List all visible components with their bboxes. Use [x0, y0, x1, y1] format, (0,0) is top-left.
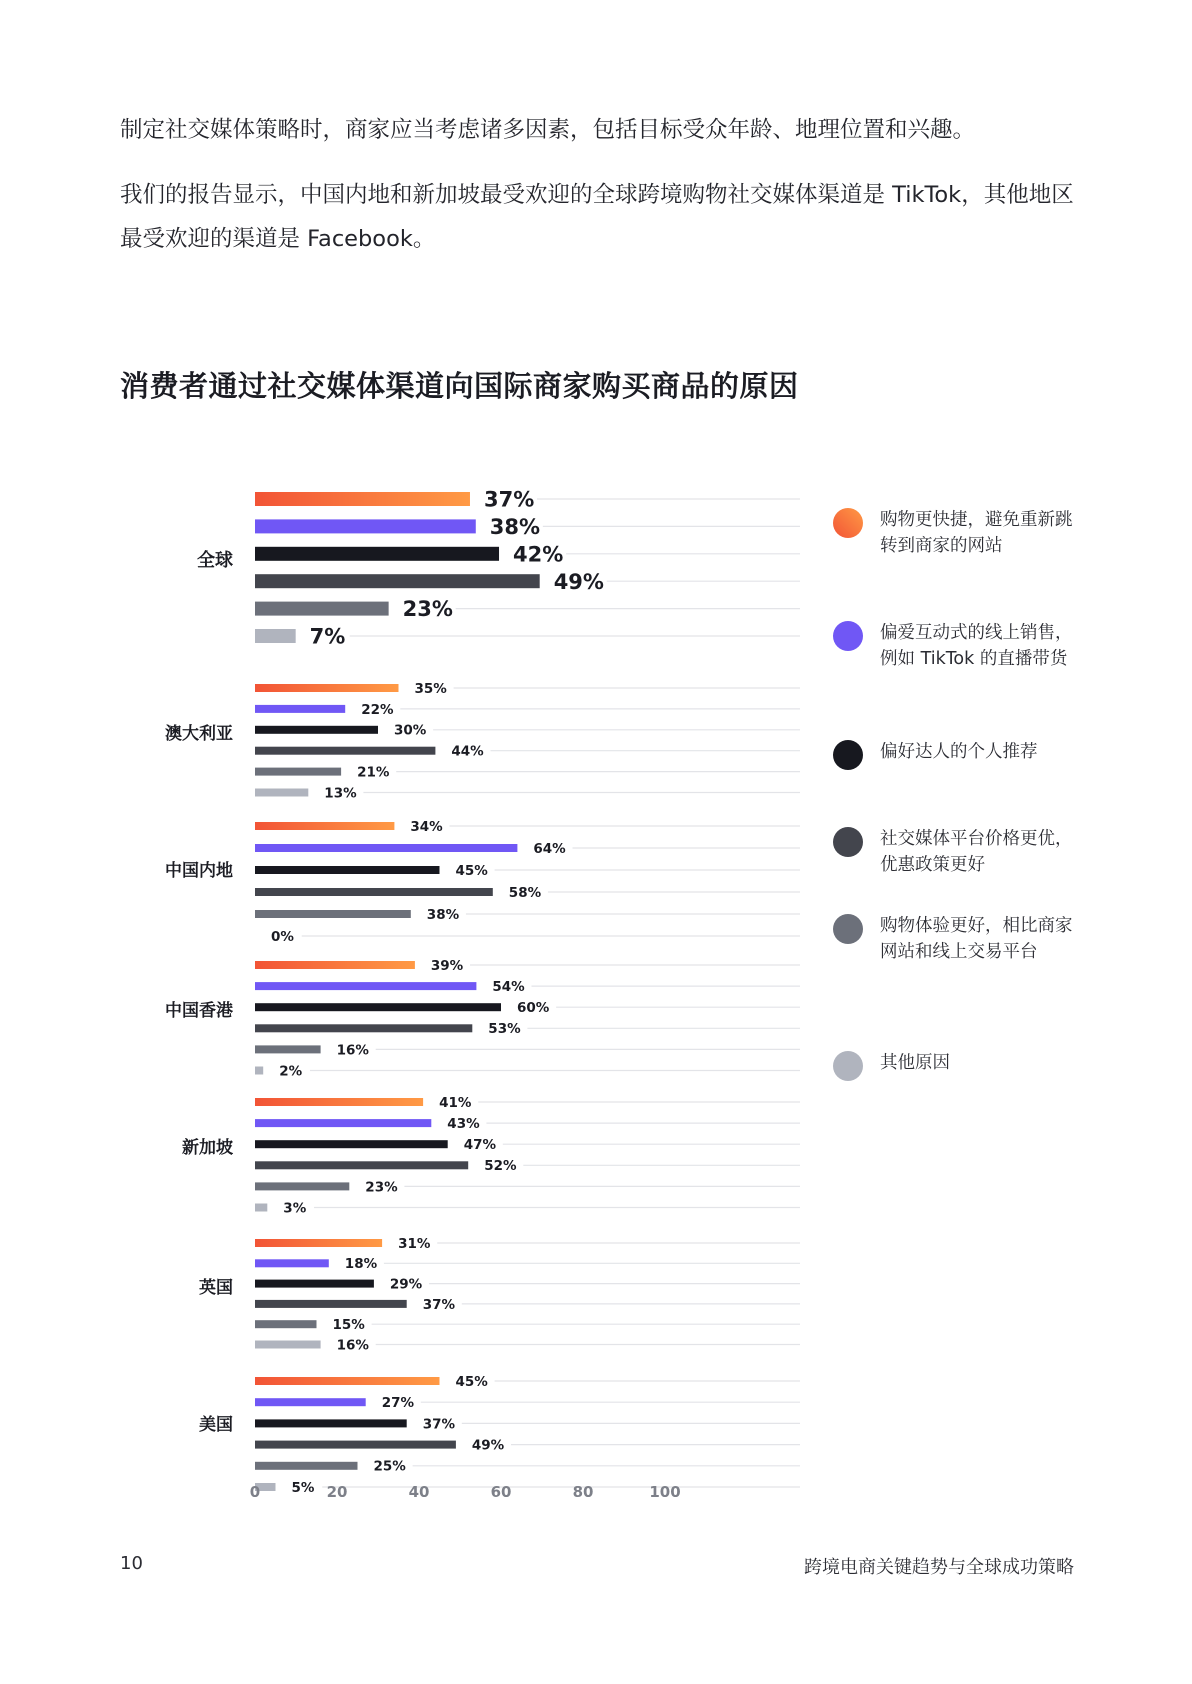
legend-dot-black — [833, 740, 863, 770]
document-title: 跨境电商关键趋势与全球成功策略 — [804, 1557, 1074, 1578]
bar-influencer — [255, 547, 499, 561]
bar-value-label: 29% — [389, 1276, 423, 1293]
x-tick-label: 100 — [649, 1483, 681, 1501]
legend-dot-dark-gray — [833, 827, 863, 857]
bar-faster — [255, 961, 415, 969]
bar-value-label: 22% — [361, 701, 394, 718]
legend-item-influencer — [833, 739, 1093, 770]
legend-label: 其他原因 — [880, 1053, 950, 1073]
bar-price — [255, 888, 493, 896]
bar-value-label: 64% — [533, 840, 566, 857]
bar-value-label: 16% — [336, 1042, 369, 1059]
bar-value-label: 15% — [332, 1317, 365, 1334]
legend-label: 购物更快捷，避免重新跳 转到商家的网站 — [880, 510, 1073, 556]
bar-value-label: 44% — [451, 743, 484, 760]
bar-value-label: 23% — [365, 1179, 398, 1196]
bar-value-label: 16% — [336, 1337, 369, 1354]
legend-label: 偏好达人的个人推荐 — [880, 742, 1038, 762]
bar-value-label: 49% — [553, 569, 604, 594]
bar-influencer — [255, 1280, 374, 1288]
bar-value-label: 37% — [422, 1296, 456, 1313]
category-label: 全球 — [197, 550, 233, 571]
legend-dot-purple — [833, 621, 863, 651]
bar-experience — [255, 768, 341, 776]
x-tick-label: 80 — [572, 1483, 594, 1501]
bar-interactive — [255, 844, 517, 852]
bar-value-label: 27% — [381, 1395, 415, 1412]
category-label: 澳大利亚 — [165, 724, 233, 744]
bar-value-label: 23% — [402, 597, 453, 622]
bar-experience — [255, 1045, 321, 1053]
bar-other — [255, 1067, 263, 1075]
legend-item-better-experience — [833, 913, 1093, 965]
bar-value-label: 21% — [357, 764, 390, 781]
bar-interactive — [255, 1259, 329, 1267]
legend-dot-light-gray — [833, 1051, 863, 1081]
bar-value-label: 30% — [394, 722, 427, 739]
bar-price — [255, 747, 435, 755]
legend-item-faster-shopping — [833, 507, 1093, 559]
bar-value-label: 31% — [398, 1235, 431, 1252]
bar-value-label: 52% — [484, 1158, 517, 1175]
bar-value-label: 5% — [291, 1479, 315, 1496]
bar-influencer — [255, 1140, 448, 1148]
bar-value-label: 47% — [463, 1137, 497, 1154]
legend-dot-orange — [833, 508, 863, 538]
bar-value-label: 34% — [410, 818, 443, 835]
bar-price — [255, 1441, 456, 1449]
bar-value-label: 38% — [489, 514, 541, 539]
legend-label: 购物体验更好，相比商家 网站和线上交易平台 — [880, 916, 1073, 962]
bar-influencer — [255, 1419, 407, 1427]
bar-influencer — [255, 1003, 501, 1011]
bar-value-label: 25% — [373, 1458, 406, 1475]
page-number: 10 — [120, 1553, 143, 1574]
category-label: 美国 — [199, 1415, 233, 1435]
bar-faster — [255, 1377, 440, 1385]
bar-value-label: 39% — [430, 957, 464, 974]
bar-value-label: 3% — [283, 1200, 307, 1217]
legend-item-other — [833, 1050, 1093, 1081]
bar-experience — [255, 602, 389, 616]
bar-value-label: 37% — [483, 487, 535, 512]
bar-experience — [255, 1320, 317, 1328]
bar-interactive — [255, 1119, 431, 1127]
intro-paragraph-2: 我们的报告显示，中国内地和新加坡最受欢迎的全球跨境购物社交媒体渠道是 TikTok，其他地区最受欢迎的渠道是 Facebook。 — [120, 182, 1074, 252]
bar-price — [255, 1161, 468, 1169]
x-tick-label: 60 — [490, 1483, 512, 1501]
category-label: 中国内地 — [165, 861, 233, 881]
category-label: 英国 — [199, 1278, 233, 1298]
bar-other — [255, 1341, 321, 1349]
bar-value-label: 49% — [471, 1437, 505, 1454]
bar-value-label: 37% — [422, 1416, 456, 1433]
bar-interactive — [255, 982, 476, 990]
category-label: 新加坡 — [182, 1138, 233, 1158]
bar-faster — [255, 822, 394, 830]
chart-section-title: 消费者通过社交媒体渠道向国际商家购买商品的原因 — [120, 369, 799, 403]
bar-interactive — [255, 705, 345, 713]
bar-value-label: 18% — [344, 1256, 378, 1273]
bar-value-label: 41% — [439, 1094, 472, 1111]
bar-value-label: 0% — [271, 928, 294, 945]
bar-other — [255, 1204, 267, 1212]
bar-value-label: 53% — [488, 1021, 521, 1038]
bar-value-label: 38% — [426, 906, 460, 923]
intro-paragraph-1: 制定社交媒体策略时，商家应当考虑诸多因素，包括目标受众年龄、地理位置和兴趣。 — [120, 117, 976, 143]
bar-value-label: 42% — [513, 542, 564, 567]
bar-interactive — [255, 1398, 366, 1406]
bar-price — [255, 574, 540, 588]
bar-value-label: 54% — [492, 978, 525, 995]
bar-value-label: 35% — [414, 680, 447, 697]
legend-label: 偏爱互动式的线上销售， 例如 TikTok 的直播带货 — [880, 623, 1073, 669]
bar-interactive — [255, 519, 476, 533]
bar-faster — [255, 1098, 423, 1106]
bar-experience — [255, 1462, 358, 1470]
bar-faster — [255, 1239, 382, 1247]
legend-item-better-price — [833, 826, 1093, 878]
legend-dot-mid-gray — [833, 914, 863, 944]
bar-value-label: 43% — [447, 1115, 480, 1132]
bar-value-label: 13% — [324, 785, 357, 802]
category-label: 中国香港 — [165, 1001, 233, 1021]
bar-value-label: 60% — [517, 1000, 550, 1017]
x-tick-label: 0 — [249, 1483, 261, 1501]
bar-value-label: 2% — [279, 1063, 303, 1080]
bar-influencer — [255, 726, 378, 734]
bar-influencer — [255, 866, 440, 874]
bar-other — [255, 789, 308, 797]
bar-faster — [255, 684, 399, 692]
x-tick-label: 20 — [326, 1483, 348, 1501]
bar-other — [255, 629, 296, 643]
x-tick-label: 40 — [408, 1483, 430, 1501]
legend-label: 社交媒体平台价格更优， 优惠政策更好 — [880, 829, 1073, 875]
bar-experience — [255, 1182, 349, 1190]
bar-experience — [255, 910, 411, 918]
bar-faster — [255, 492, 470, 506]
bar-value-label: 45% — [455, 1373, 488, 1390]
bar-price — [255, 1300, 407, 1308]
bar-value-label: 7% — [309, 624, 346, 649]
bar-value-label: 58% — [508, 884, 542, 901]
bar-price — [255, 1024, 472, 1032]
legend-item-interactive-sales — [833, 620, 1093, 672]
bar-value-label: 45% — [455, 862, 488, 879]
